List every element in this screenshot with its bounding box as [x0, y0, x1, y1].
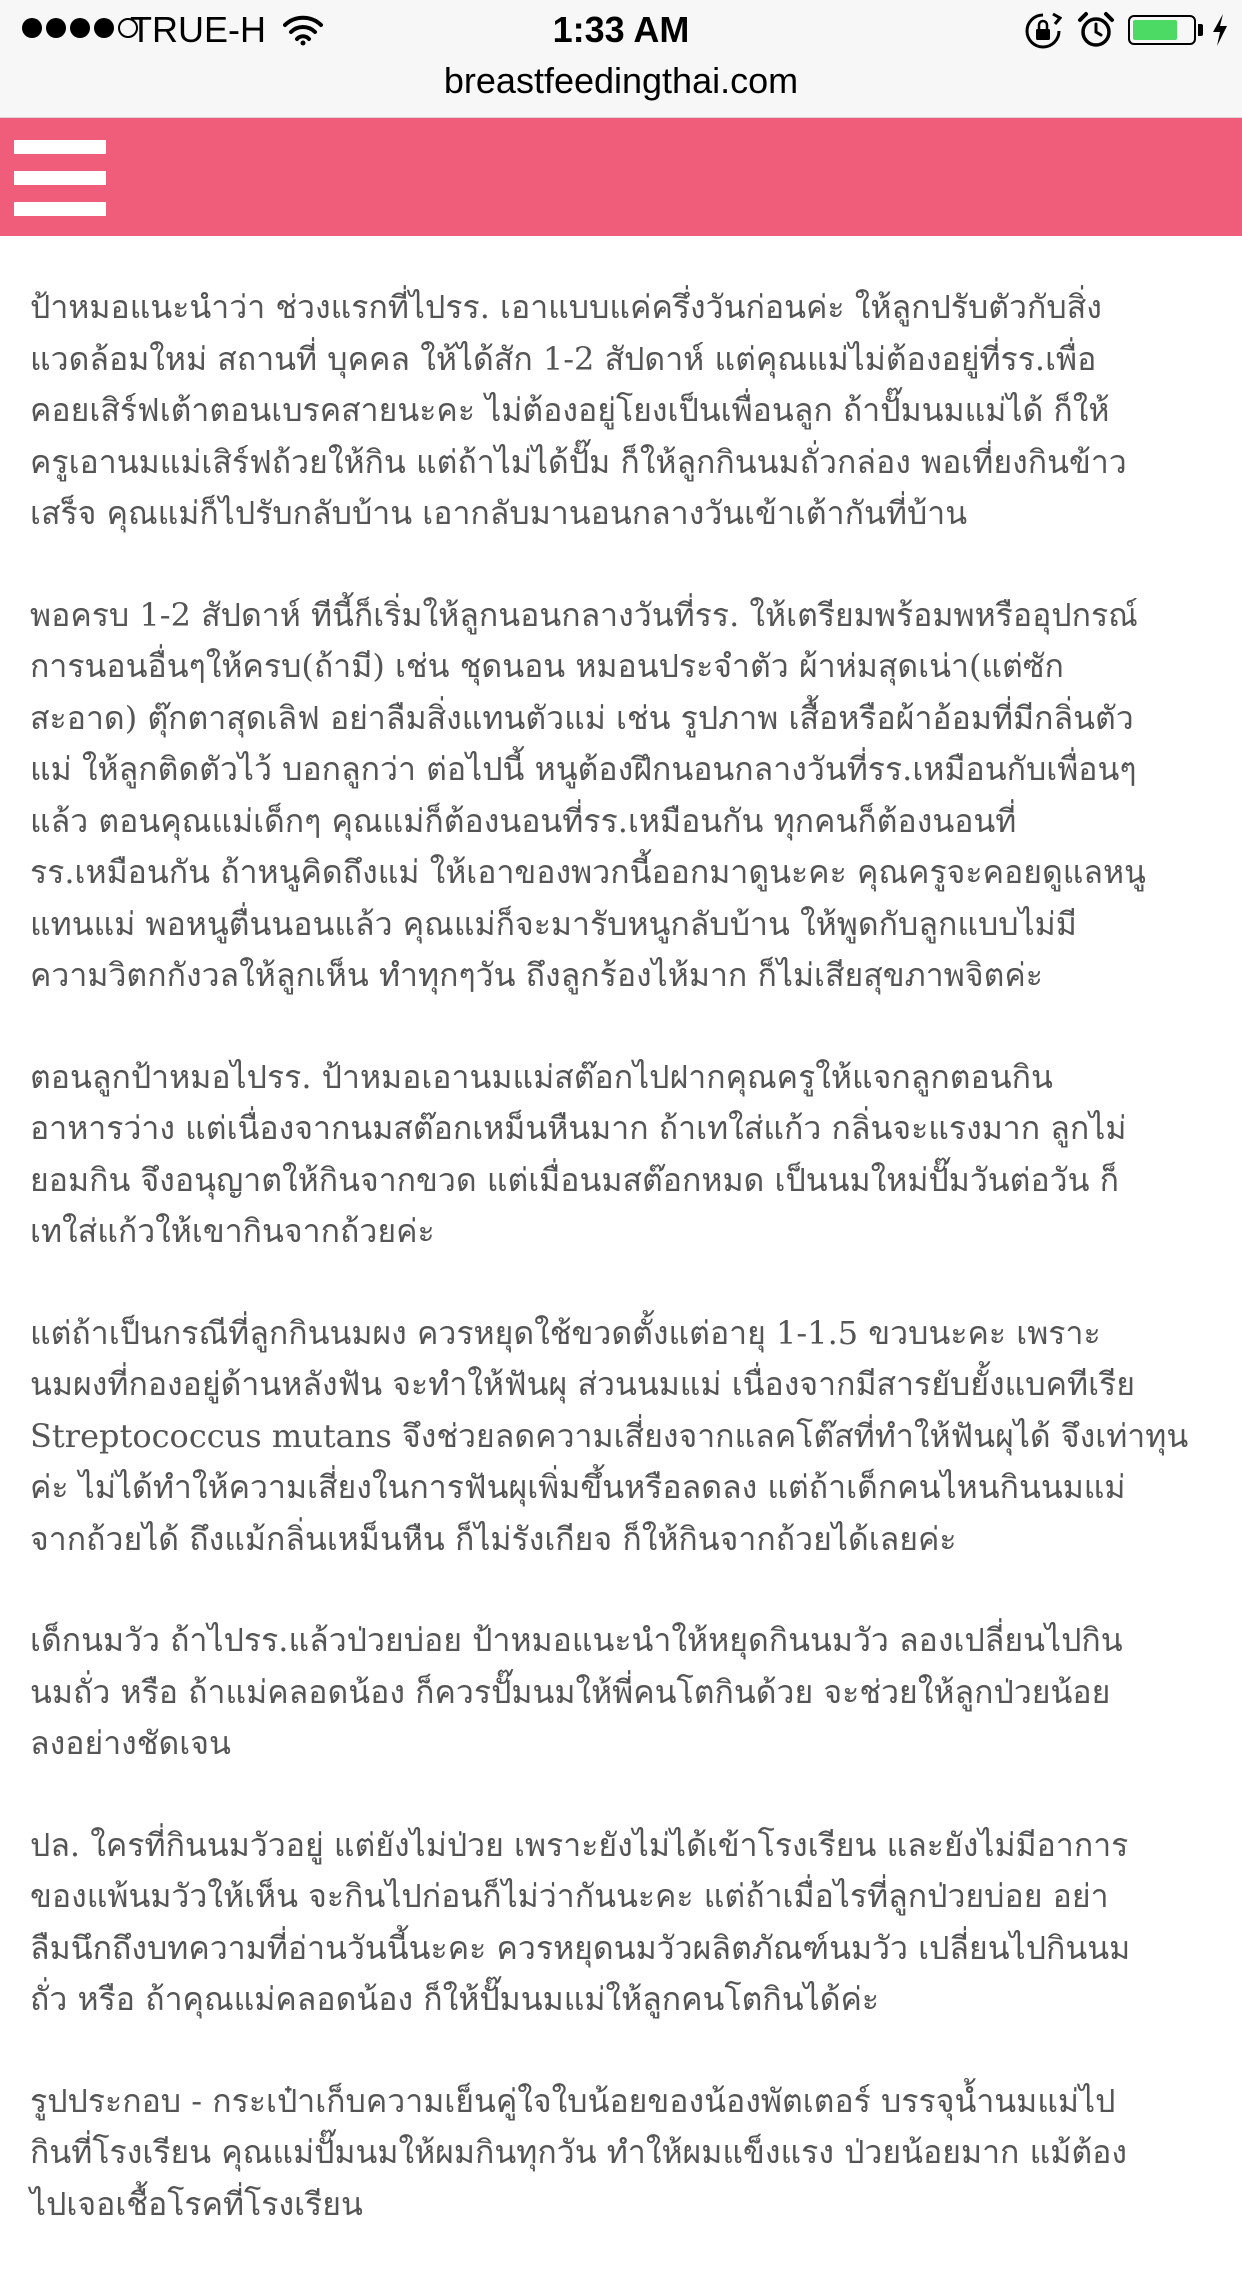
article-paragraph: พอครบ 1-2 สัปดาห์ ทีนี้ก็เริ่มให้ลูกนอนกลางวันที่รร. ให้เตรียมพร้อมพหรืออุปกรณ์ การนอนอื่นๆให้ครบ(ถ้ามี) เช่น ชุดนอน หมอนประจำตัว ผ้าห่มสุดเน่า(แต่ซัก สะอาด) ตุ๊กตาสุดเลิฟ อย่าลืมสิ่งแทนตัวแม่ เช่น รูปภาพ เสื้อหรือผ้าอ้อมที่มีกลิ่นตัว แม่ ให้ลูกติดตัวไว้ บอกลูกว่า ต่อไปนี้ หนูต้องฝึกนอนกลางวันที่รร.เหมือนกับเพื่อนๆ แล้ว ตอนคุณแม่เด็กๆ คุณแม่ก็ต้องนอนที่รร.เหมือนกัน ทุกคนก็ต้องนอนที่ รร.เหมือนกัน ถ้าหนูคิดถึงแม่ ให้เอาของพวกนี้ออกมาดูนะคะ คุณครูจะคอยดูแลหนู แทนแม่ พอหนูตื่นนอนแล้ว คุณแม่ก็จะมารับหนูกลับบ้าน ให้พูดกับลูกแบบไม่มี ความวิตกกังวลให้ลูกเห็น ทำทุกๆวัน ถึงลูกร้องไห้มาก ก็ไม่เสียสุขภาพจิตค่ะ	[30, 595, 1146, 994]
article-body	[30, 282, 1230, 2280]
battery-icon	[1128, 15, 1196, 45]
article-paragraph: เด็กนมวัว ถ้าไปรร.แล้วป่วยบ่อย ป้าหมอแนะนำให้หยุดกินนมวัว ลองเปลี่ยนไปกิน นมถั่ว หรือ ถ้าแม่คลอดน้อง ก็ควรปั๊มนมให้พี่คนโตกินด้วย จะช่วยให้ลูกป่วยน้อย ลงอย่างชัดเจน	[30, 1621, 1123, 1762]
article-paragraph: รูปประกอบ - กระเป๋าเก็บความเย็นคู่ใจใบน้อยของน้องพัตเตอร์ บรรจุน้ำนมแม่ไป กินที่โรงเรียน คุณแม่ปั๊มนมให้ผมกินทุกวัน ทำให้ผมแข็งแรง ป่วยน้อยมาก แม้ต้อง ไปเจอเชื้อโรคที่โรงเรียน	[30, 2081, 1127, 2223]
article-paragraph: ป้าหมอแนะนำว่า ช่วงแรกที่ไปรร. เอาแบบแค่ครึ่งวันก่อนค่ะ ให้ลูกปรับตัวกับสิ่ง แวดล้อมใหม่ สถานที่ บุคคล ให้ได้สัก 1-2 สัปดาห์ แต่คุณแม่ไม่ต้องอยู่ที่รร.เพื่อ คอยเสิร์ฟเต้าตอนเบรคสายนะคะ ไม่ต้องอยู่โยงเป็นเพื่อนลูก ถ้าปั๊มนมแม่ได้ ก็ให้ ครูเอานมแม่เสิร์ฟถ้วยให้กิน แต่ถ้าไม่ได้ปั๊ม ก็ให้ลูกกินนมถั่วกล่อง พอเที่ยงกินข้าว เสร็จ คุณแม่ก็ไปรับกลับบ้าน เอากลับมานอนกลางวันเข้าเต้ากันที่บ้าน	[30, 288, 1127, 532]
status-bar	[0, 0, 1242, 60]
browser-url-bar[interactable]	[0, 60, 1242, 118]
url-text[interactable]: breastfeedingthai.com	[443, 60, 799, 101]
hamburger-menu-icon[interactable]	[14, 140, 106, 216]
alarm-icon	[1077, 11, 1115, 49]
carrier-name: TRUE-H	[130, 9, 266, 50]
article-paragraph: ปล. ใครที่กินนมวัวอยู่ แต่ยังไม่ป่วย เพราะยังไม่ได้เข้าโรงเรียน และยังไม่มีอาการ ของแพ้นมวัวให้เห็น จะกินไปก่อนก็ไม่ว่ากันนะคะ แต่ถ้าเมื่อไรที่ลูกป่วยบ่อย อย่า ลืมนึกถึงบทความที่อ่านวันนี้นะคะ ควรหยุดนมวัวผลิตภัณฑ์นมวัว เปลี่ยนไปกินนม ถั่ว หรือ ถ้าคุณแม่คลอดน้อง ก็ให้ปั๊มนมแม่ให้ลูกคนโตกินได้ค่ะ	[30, 1825, 1131, 2018]
site-header	[0, 118, 1242, 236]
battery-tip	[1198, 24, 1203, 36]
charging-icon	[1210, 12, 1230, 48]
status-time: 1:33 AM	[552, 9, 690, 50]
article-paragraph: ตอนลูกป้าหมอไปรร. ป้าหมอเอานมแม่สต๊อกไปฝากคุณครูให้แจกลูกตอนกิน อาหารว่าง แต่เนื่องจากนมสต๊อกเหม็นหืนมาก ถ้าเทใส่แก้ว กลิ่นจะแรงมาก ลูกไม่ ยอมกิน จึงอนุญาตให้กินจากขวด แต่เมื่อนมสต๊อกหมด เป็นนมใหม่ปั๊มวันต่อวัน ก็ เทใส่แก้วให้เขากินจากถ้วยค่ะ	[30, 1057, 1127, 1250]
rotation-lock-icon	[1024, 12, 1062, 50]
battery-level	[1133, 20, 1177, 40]
article-paragraph: แต่ถ้าเป็นกรณีที่ลูกกินนมผง ควรหยุดใช้ขวดตั้งแต่อายุ 1-1.5 ขวบนะคะ เพราะ นมผงที่กองอยู่ด้านหลังฟัน จะทำให้ฟันผุ ส่วนนมแม่ เนื่องจากมีสารยับยั้งแบคทีเรีย Streptococcus mutans จึงช่วยลดความเสี่ยงจากแลคโต๊สที่ทำให้ฟันผุได้ จึงเท่าทุน ค่ะ ไม่ได้ทำให้ความเสี่ยงในการฟันผุเพิ่มขึ้นหรือลดลง แต่ถ้าเด็กคนไหนกินนมแม่ จากถ้วยได้ ถึงแม้กลิ่นเหม็นหืน ก็ไม่รังเกียจ ก็ให้กินจากถ้วยได้เลยค่ะ	[30, 1313, 1189, 1558]
